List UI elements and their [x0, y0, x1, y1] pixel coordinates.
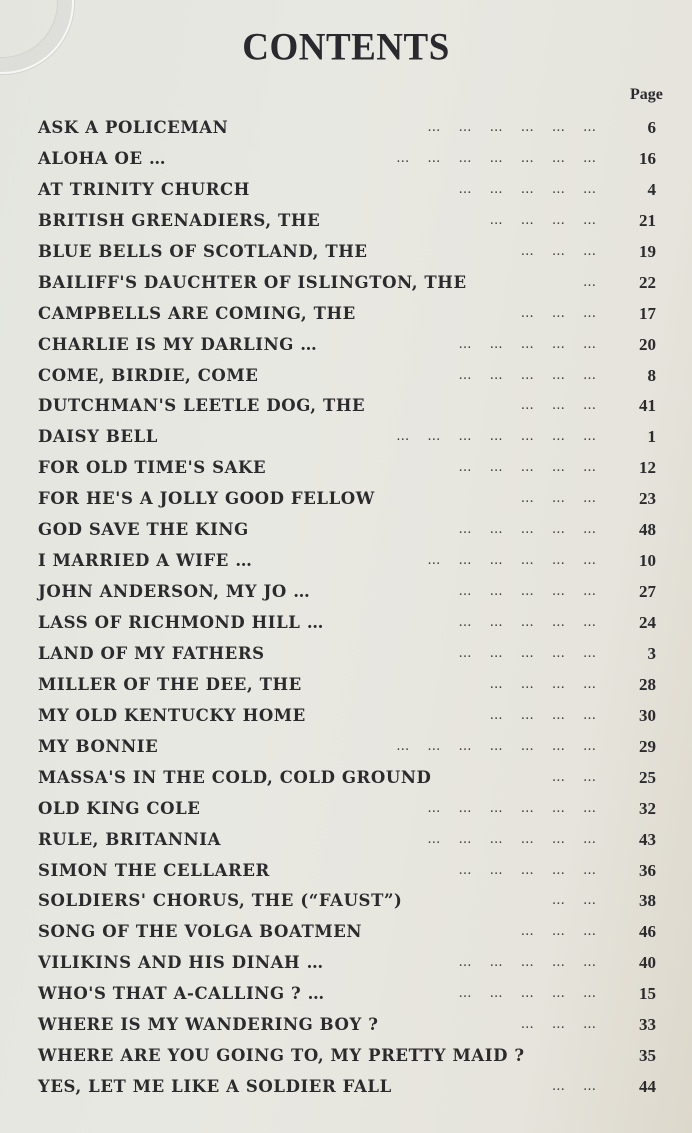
entry-leader-dots: … … … …	[489, 707, 596, 723]
contents-entry[interactable]	[38, 546, 658, 577]
entry-page-number: 24	[639, 613, 656, 632]
entry-page-number: 29	[639, 736, 656, 756]
contents-entry[interactable]	[38, 794, 658, 825]
entry-title: SOLDIERS' CHORUS, THE (“FAUST”)	[38, 891, 403, 911]
entry-page-number: 40	[639, 953, 656, 973]
entry-leader-dots: … … … … …	[458, 986, 596, 1002]
entry-page-number: 21	[639, 210, 656, 230]
entry-title: BRITISH GRENADIERS, THE	[38, 210, 321, 230]
entry-leader-dots: … …	[551, 893, 596, 909]
entry-page-number: 36	[639, 860, 656, 880]
entry-leader-dots: … … … … …	[458, 460, 596, 476]
entry-title: COME, BIRDIE, COME	[38, 365, 259, 385]
contents-list	[38, 113, 658, 1103]
entry-page-number: 32	[639, 798, 656, 818]
entry-title: CAMPBELLS ARE COMING, THE	[38, 303, 356, 323]
contents-entry[interactable]	[38, 268, 658, 299]
contents-entry[interactable]	[38, 701, 658, 732]
contents-entry[interactable]	[38, 453, 658, 484]
entry-page-number: 15	[639, 984, 656, 1004]
entry-page-number: 16	[639, 148, 656, 168]
contents-entry[interactable]	[38, 886, 658, 917]
contents-entry[interactable]	[38, 330, 658, 361]
entry-leader-dots: … … … … …	[458, 367, 596, 383]
entry-leader-dots: … … …	[520, 491, 596, 507]
contents-entry[interactable]	[38, 639, 658, 670]
entry-title: JOHN ANDERSON, MY JO …	[38, 582, 311, 602]
entry-leader-dots: … … … … … … …	[396, 150, 596, 166]
entry-leader-dots: … … … … … …	[427, 120, 596, 135]
entry-page-number: 1	[647, 427, 656, 447]
entry-title: FOR OLD TIME'S SAKE	[38, 458, 267, 478]
entry-title: VILIKINS AND HIS DINAH …	[38, 953, 324, 973]
entry-title: MY OLD KENTUCKY HOME	[38, 705, 306, 725]
contents-entry[interactable]	[38, 1041, 658, 1072]
entry-page-number: 25	[639, 767, 656, 787]
entry-leader-dots: … … … … … …	[427, 800, 596, 816]
entry-leader-dots: … …	[551, 769, 596, 785]
entry-title: GOD SAVE THE KING	[38, 520, 249, 540]
entry-page-number: 6	[647, 118, 656, 137]
contents-entry[interactable]	[38, 484, 658, 515]
entry-title: YES, LET ME LIKE A SOLDIER FALL	[38, 1077, 392, 1097]
entry-title: LAND OF MY FATHERS	[38, 643, 265, 663]
entry-leader-dots: … … …	[520, 924, 596, 940]
entry-title: LASS OF RICHMOND HILL …	[38, 613, 324, 632]
entry-leader-dots: … … … … …	[458, 336, 596, 352]
entry-leader-dots: … … …	[520, 1017, 596, 1033]
entry-page-number: 35	[639, 1046, 656, 1066]
page-title: CONTENTS	[242, 25, 450, 70]
entry-page-number: 22	[639, 272, 656, 292]
contents-entry[interactable]	[38, 422, 658, 453]
contents-entry[interactable]	[38, 825, 658, 856]
entry-title: MASSA'S IN THE COLD, COLD GROUND	[38, 767, 432, 787]
contents-entry[interactable]	[38, 299, 658, 330]
entry-leader-dots: … … … … … …	[427, 553, 596, 569]
entry-title: MILLER OF THE DEE, THE	[38, 674, 302, 694]
entry-page-number: 46	[639, 922, 656, 942]
entry-title: BLUE BELLS OF SCOTLAND, THE	[38, 241, 368, 261]
entry-page-number: 10	[639, 551, 656, 571]
entry-page-number: 17	[639, 303, 656, 323]
entry-page-number: 23	[639, 489, 656, 509]
contents-entry[interactable]	[38, 670, 658, 701]
entry-page-number: 19	[639, 241, 656, 261]
contents-entry[interactable]	[38, 113, 658, 144]
contents-entry[interactable]	[38, 917, 658, 948]
entry-title: OLD KING COLE	[38, 798, 201, 818]
entry-page-number: 38	[639, 891, 656, 911]
contents-entry[interactable]	[38, 144, 658, 175]
entry-title: SIMON THE CELLARER	[38, 860, 270, 880]
contents-entry[interactable]	[38, 237, 658, 268]
entry-title: DAISY BELL	[38, 427, 158, 447]
entry-title: MY BONNIE	[38, 736, 159, 756]
contents-entry[interactable]	[38, 515, 658, 546]
entry-leader-dots: … … … … …	[458, 955, 596, 971]
entry-title: ALOHA OE …	[38, 148, 167, 168]
contents-entry[interactable]	[38, 577, 658, 608]
entry-leader-dots: … …	[551, 1079, 596, 1095]
entry-leader-dots: … … … … …	[458, 522, 596, 538]
entry-page-number: 28	[639, 674, 656, 694]
entry-title: SONG OF THE VOLGA BOATMEN	[38, 922, 363, 942]
contents-entry[interactable]	[38, 856, 658, 887]
contents-entry[interactable]	[38, 608, 658, 639]
contents-entry[interactable]	[38, 1010, 658, 1041]
contents-entry[interactable]	[38, 391, 658, 422]
entry-title: WHERE ARE YOU GOING TO, MY PRETTY MAID ?	[38, 1046, 525, 1066]
entry-title: ASK A POLICEMAN	[38, 118, 229, 137]
entry-leader-dots: … … … … …	[458, 615, 596, 630]
entry-leader-dots: … … … … …	[458, 584, 596, 600]
entry-title: BAILIFF'S DAUCHTER OF ISLINGTON, THE	[38, 272, 467, 292]
entry-leader-dots: … … … … …	[458, 862, 596, 878]
contents-entry[interactable]	[38, 732, 658, 763]
entry-leader-dots: … … … … … … …	[396, 738, 596, 754]
entry-title: DUTCHMAN'S LEETLE DOG, THE	[38, 396, 366, 416]
entry-leader-dots: … … … … … …	[427, 831, 596, 847]
entry-title: WHO'S THAT A-CALLING ? …	[38, 984, 325, 1004]
entry-page-number: 3	[647, 643, 656, 663]
entry-page-number: 41	[639, 396, 656, 416]
entry-page-number: 44	[639, 1077, 656, 1097]
contents-entry[interactable]	[38, 206, 658, 237]
page-column-header: Page	[630, 86, 663, 103]
entry-page-number: 27	[639, 582, 656, 602]
entry-leader-dots: … … … … …	[458, 645, 596, 661]
entry-title: FOR HE'S A JOLLY GOOD FELLOW	[38, 489, 375, 509]
entry-leader-dots: … … … … … … …	[396, 429, 596, 445]
contents-entry[interactable]	[38, 175, 658, 206]
contents-entry[interactable]	[38, 1072, 658, 1103]
contents-entry[interactable]	[38, 979, 658, 1010]
entry-leader-dots: … … …	[520, 243, 596, 259]
entry-leader-dots: … … … …	[489, 212, 596, 228]
entry-leader-dots: …	[583, 274, 596, 290]
entry-title: I MARRIED A WIFE …	[38, 551, 253, 571]
entry-page-number: 30	[639, 705, 656, 725]
entry-page-number: 33	[639, 1015, 656, 1035]
entry-title: RULE, BRITANNIA	[38, 829, 222, 849]
entry-title: CHARLIE IS MY DARLING …	[38, 334, 318, 354]
entry-page-number: 20	[639, 334, 656, 354]
contents-entry[interactable]	[38, 361, 658, 392]
entry-leader-dots: … … …	[520, 398, 596, 414]
entry-leader-dots: … … … … …	[458, 181, 596, 197]
entry-title: WHERE IS MY WANDERING BOY ?	[38, 1015, 379, 1035]
entry-page-number: 12	[639, 458, 656, 478]
entry-page-number: 4	[647, 179, 656, 199]
contents-entry[interactable]	[38, 763, 658, 794]
contents-entry[interactable]	[38, 948, 658, 979]
entry-page-number: 48	[639, 520, 656, 540]
entry-page-number: 8	[647, 365, 656, 385]
entry-leader-dots: … … …	[520, 305, 596, 321]
entry-page-number: 43	[639, 829, 656, 849]
entry-title: AT TRINITY CHURCH	[38, 179, 250, 199]
entry-leader-dots: … … … …	[489, 676, 596, 692]
